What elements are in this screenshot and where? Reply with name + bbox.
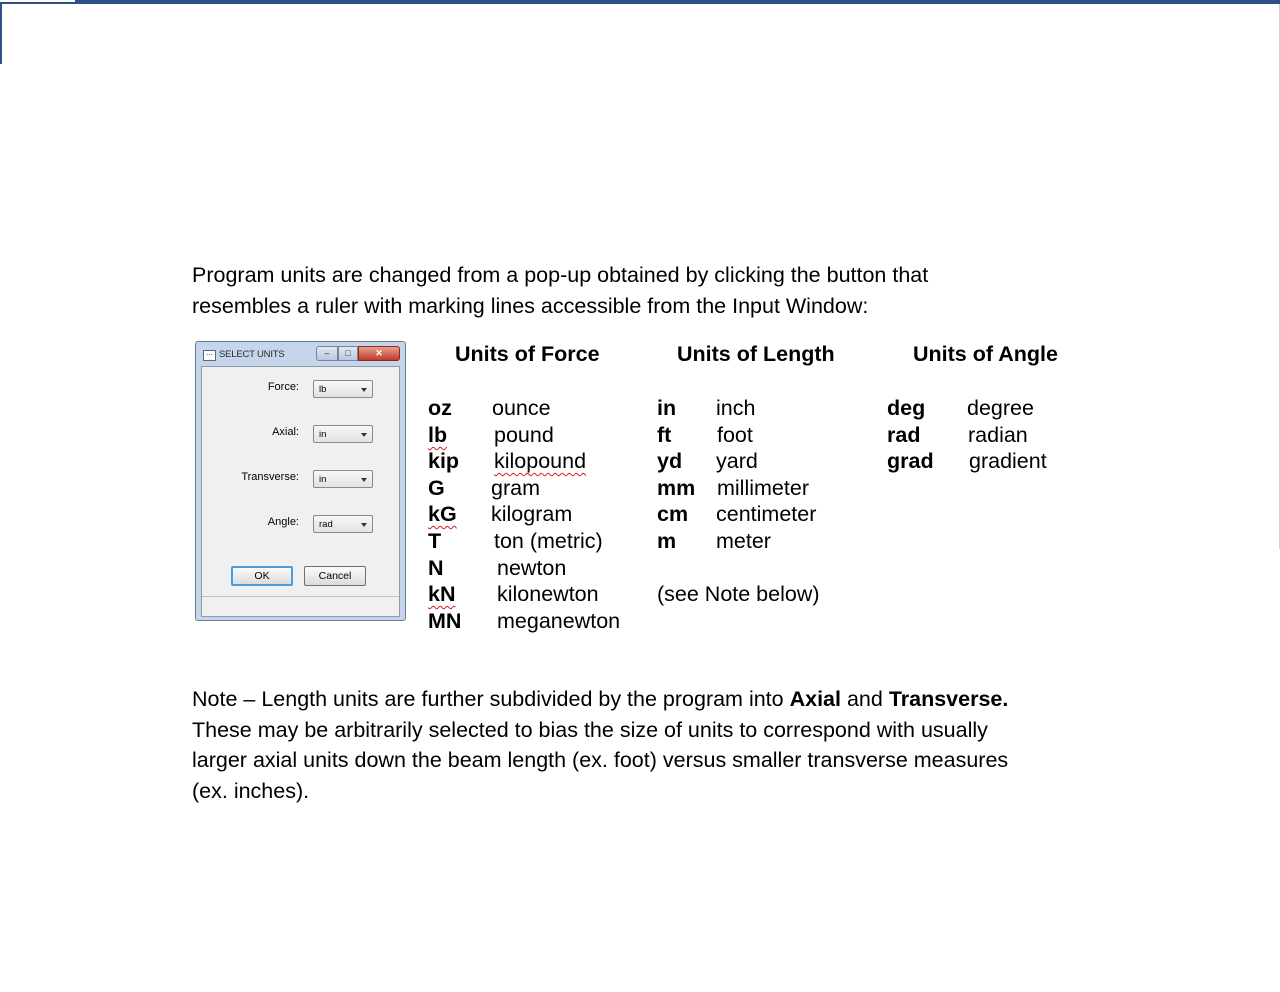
force-name: ton (metric) bbox=[494, 529, 603, 553]
length-abbr: in bbox=[657, 396, 677, 420]
force-name: gram bbox=[491, 476, 540, 500]
force-abbr: N bbox=[428, 556, 444, 580]
transverse-label: Transverse: bbox=[241, 471, 299, 483]
transverse-select[interactable] bbox=[313, 470, 373, 488]
axial-term: Axial bbox=[789, 687, 841, 711]
force-abbr: kG bbox=[428, 502, 457, 526]
intro-line-1: Program units are changed from a pop-up obtained by clicking the button that bbox=[192, 263, 929, 287]
length-name: foot bbox=[717, 423, 753, 447]
chevron-down-icon bbox=[361, 478, 367, 482]
force-name: kilogram bbox=[491, 502, 573, 526]
length-units-heading: Units of Length bbox=[677, 342, 835, 366]
force-abbr: kN bbox=[428, 582, 456, 606]
force-abbr: lb bbox=[428, 423, 448, 447]
chevron-down-icon bbox=[361, 388, 367, 392]
length-see-note: (see Note below) bbox=[657, 582, 820, 606]
length-abbr: ft bbox=[657, 423, 672, 447]
select-units-dialog bbox=[195, 341, 406, 621]
force-name: ounce bbox=[492, 396, 551, 420]
note-line-2: These may be arbitrarily selected to bias the size of units to correspond with usually bbox=[192, 717, 988, 742]
note-line-3: larger axial units down the beam length (ex. foot) versus smaller transverse measures bbox=[192, 748, 1009, 772]
force-abbr: G bbox=[428, 476, 445, 500]
force-abbr: MN bbox=[428, 609, 462, 633]
note-line-4: (ex. inches). bbox=[192, 778, 310, 803]
intro-paragraph bbox=[192, 260, 1072, 322]
note-intro-text: Note – Length units are further subdivided by the program into bbox=[192, 687, 790, 711]
note-and-text: and bbox=[840, 687, 889, 711]
note-paragraph bbox=[192, 684, 1082, 806]
transverse-select-value: in bbox=[319, 474, 327, 485]
axial-select-value: in bbox=[319, 429, 327, 440]
angle-abbr: rad bbox=[887, 423, 921, 447]
angle-abbr: grad bbox=[887, 449, 934, 473]
force-name: kilopound bbox=[494, 449, 587, 473]
maximize-button[interactable]: □ bbox=[338, 346, 358, 361]
length-abbr: mm bbox=[657, 476, 696, 500]
close-button[interactable]: ✕ bbox=[358, 346, 400, 361]
force-name: pound bbox=[494, 423, 554, 447]
transverse-term: Transverse. bbox=[888, 687, 1009, 711]
angle-name: degree bbox=[967, 396, 1034, 420]
dialog-title-bar bbox=[200, 346, 403, 362]
angle-label: Angle: bbox=[267, 516, 299, 528]
ruler-icon: ⋯ bbox=[203, 350, 216, 361]
cancel-button[interactable]: Cancel bbox=[304, 566, 366, 586]
intro-line-2: resembles a ruler with marking lines accessible from the Input Window: bbox=[192, 294, 869, 318]
force-select-value: lb bbox=[319, 384, 327, 395]
chevron-down-icon bbox=[361, 523, 367, 527]
dialog-divider bbox=[202, 596, 399, 597]
length-name: meter bbox=[716, 529, 771, 553]
force-abbr: oz bbox=[428, 396, 452, 420]
window-controls bbox=[316, 346, 402, 361]
angle-units-heading: Units of Angle bbox=[913, 342, 1058, 366]
force-name: meganewton bbox=[497, 609, 621, 633]
angle-select-value: rad bbox=[319, 519, 333, 530]
angle-select[interactable] bbox=[313, 515, 373, 533]
axial-label: Axial: bbox=[272, 426, 299, 438]
length-name: centimeter bbox=[716, 502, 817, 526]
ok-button[interactable]: OK bbox=[231, 566, 293, 586]
force-units-heading: Units of Force bbox=[455, 342, 600, 366]
top-border bbox=[0, 0, 1280, 4]
note-line-1 bbox=[192, 684, 1082, 715]
force-abbr: kip bbox=[428, 449, 460, 473]
force-label: Force: bbox=[267, 381, 299, 393]
axial-select[interactable] bbox=[313, 425, 373, 443]
dialog-body bbox=[201, 366, 400, 617]
left-border bbox=[0, 4, 2, 64]
length-name: yard bbox=[716, 449, 758, 473]
length-name: inch bbox=[716, 396, 756, 420]
force-name: kilonewton bbox=[497, 582, 599, 606]
length-abbr: cm bbox=[657, 502, 689, 526]
length-abbr: m bbox=[657, 529, 677, 553]
chevron-down-icon bbox=[361, 433, 367, 437]
angle-name: gradient bbox=[969, 449, 1047, 473]
dialog-title: SELECT UNITS bbox=[219, 349, 285, 360]
force-name: newton bbox=[497, 556, 567, 580]
length-abbr: yd bbox=[657, 449, 683, 473]
angle-name: radian bbox=[968, 423, 1028, 447]
minimize-button[interactable]: – bbox=[316, 346, 338, 361]
force-select[interactable] bbox=[313, 380, 373, 398]
force-abbr: T bbox=[428, 529, 442, 553]
angle-abbr: deg bbox=[887, 396, 926, 420]
length-name: millimeter bbox=[717, 476, 809, 500]
